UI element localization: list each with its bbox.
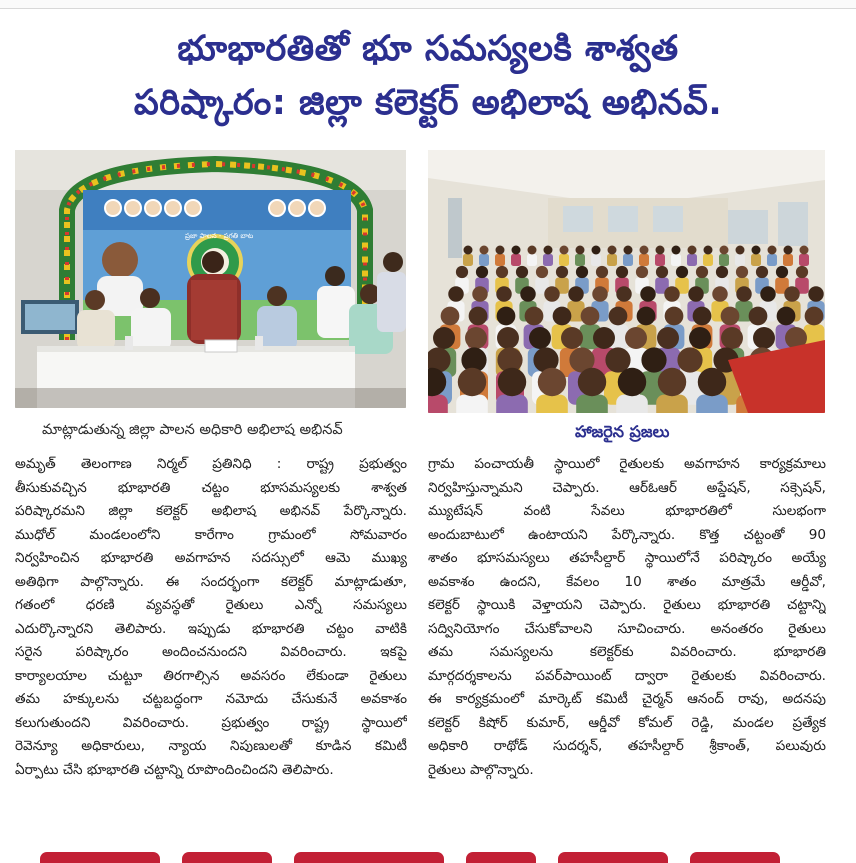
article-line: ముధోల్ మండలంలోని కారేగాం గ్రామంలో సోమవారం bbox=[15, 526, 407, 543]
previous-article-edge bbox=[0, 0, 856, 9]
article-line: ఈ కార్యక్రమంలో మార్కెట్ కమిటీ చైర్మన్ ఆనంద్ రావు, అదనపు bbox=[428, 691, 826, 707]
article-line: కలెక్టర్ స్థాయికి వెళ్తాయని చెప్పారు. రైతులు భూభారతి చట్టాన్ని bbox=[428, 597, 826, 613]
article-line: నిర్వహించిన భూభారతి అవగాహన సదస్సులో ఆమె ముఖ్య bbox=[15, 550, 407, 566]
article-line: అమృత్ తెలంగాణ నిర్మల్ ప్రతినిధి : రాష్ట్ర ప్రభుత్వం bbox=[15, 456, 407, 472]
article-line: ఏర్పాటు చేసి భూభారతి చట్టాన్ని రూపొందించిందని తెలిపారు. bbox=[15, 761, 334, 778]
article-line: మార్గదర్శకాలను పవర్‌పాయింట్ ద్వారా రైతులకు వివరించారు. bbox=[428, 667, 826, 684]
article-line: అవకాశం ఉందని, కేవలం 10 శాతం మాత్రమే ఆర్డీవో, bbox=[428, 573, 826, 590]
article-line: రెవెన్యూ అధికారులు, న్యాయ నిపుణులతో కూడిన కమిటీ bbox=[15, 738, 407, 754]
photo-caption-right: హాజరైన ప్రజలు bbox=[575, 422, 670, 441]
article-line: సరైన పరిష్కారం అందించనుందని వివరించారు. ఇకపై bbox=[15, 644, 407, 660]
photo-audience bbox=[428, 150, 825, 413]
photo-caption-left: మాట్లాడుతున్న జిల్లా పాలన అధికారి అభిలాష అభినవ్ bbox=[42, 422, 343, 438]
article-line: తీసుకువచ్చిన భూభారతి చట్టం భూసమస్యలకు శాశ్వత bbox=[15, 479, 407, 496]
headline bbox=[0, 22, 856, 130]
article-line: సద్వినియోగం చేసుకోవాలని సూచించారు. అనంతరం రైతులు bbox=[428, 620, 826, 637]
article-line: నిర్వహిస్తున్నామని చెప్పారు. ఆర్ఓఆర్ అప్డేషన్, సక్సెషన్, bbox=[428, 479, 826, 496]
banner-text: ప్రజా పాలన - ప్రగతి బాట bbox=[185, 232, 254, 240]
article-line: కలెక్టర్ కిషోర్ కుమార్, ఆర్డీవో కోమల్ రెడ్డి, మండల ప్రత్యేక bbox=[428, 714, 826, 731]
article-line: కార్యాలయాల చుట్టూ తిరగాల్సిన అవసరం లేకుండా రైతులు bbox=[15, 667, 407, 684]
article-column-right bbox=[428, 453, 826, 782]
article-line: పరిష్కారమని జిల్లా కలెక్టర్ అభిలాష అభినవ్ పేర్కొన్నారు. bbox=[15, 503, 407, 519]
article-line: రైతులు పాల్గొన్నారు. bbox=[428, 761, 534, 778]
article-column-left bbox=[15, 453, 407, 782]
article-line: అతిథిగా పాల్గొన్నారు. ఈ సందర్భంగా కలెక్టర్ మాట్లాడుతూ, bbox=[15, 573, 407, 590]
headline-line-2: పరిష్కారం: జిల్లా కలెక్టర్ అభిలాష అభినవ్. bbox=[133, 83, 723, 123]
next-headline-edge bbox=[40, 851, 810, 863]
article-line: అధికారి రాథోడ్ సుదర్శన్, తహసీల్దార్ శ్రీకాంత్, పలువురు bbox=[428, 738, 826, 754]
article-line: శాతం భూసమస్యలు తహసీల్దార్ స్థాయిలోనే పరిష్కారం అయ్యే bbox=[428, 550, 826, 566]
article-line: ఎదుర్కొన్నారని తెలిపారు. ఇప్పుడు భూభారతి చట్టం వాటికి bbox=[15, 620, 407, 637]
article-line: కలుగుతుందని వివరించారు. ప్రభుత్వం రాష్ట్ర స్థాయిలో bbox=[15, 714, 407, 731]
article-line: తమ హక్కులను చట్టబద్ధంగా నమోదు చేసుకునే అవకాశం bbox=[15, 691, 407, 707]
article-line: గ్రామ పంచాయతీ స్థాయిలో రైతులకు అవగాహన కార్యక్రమాలు bbox=[428, 456, 826, 472]
photo-audience-illustration bbox=[428, 150, 825, 413]
photo-collector-speaking-illustration bbox=[15, 150, 406, 408]
headline-line-1: భూభారతితో భూ సమస్యలకి శాశ్వత bbox=[177, 29, 679, 69]
article-line: అందుబాటులో ఉంటాయని పేర్కొన్నారు. కొత్త చట్టంతో 90 bbox=[428, 526, 826, 543]
article-line: తమ సమస్యలను కలెక్టర్‌కు వివరించారు. భూభారతి bbox=[428, 644, 826, 660]
article-line: మ్యుటేషన్ వంటి సేవలు భూభారతిలో సులభంగా bbox=[428, 503, 826, 519]
photo-collector-speaking bbox=[15, 150, 406, 408]
article-line: గతంలో ధరణి వ్యవస్థతో రైతులు ఎన్నో సమస్యలు bbox=[15, 597, 407, 613]
